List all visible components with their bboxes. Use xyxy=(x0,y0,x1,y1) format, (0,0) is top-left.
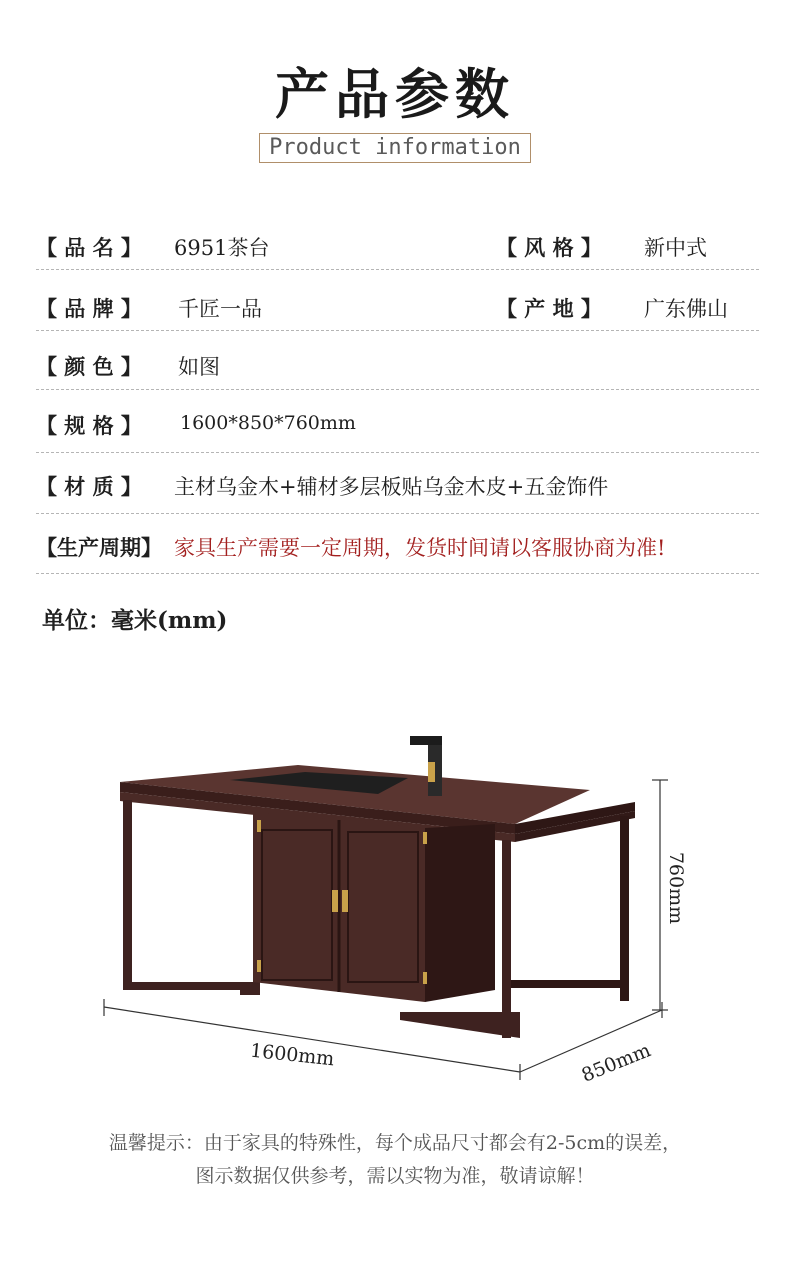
dimension-height: 760mm xyxy=(665,851,688,925)
spec-label-name: 【 品 名 】 xyxy=(36,235,142,260)
spec-value-size: 1600*850*760mm xyxy=(180,412,356,434)
spec-label-material: 【 材 质 】 xyxy=(36,474,142,499)
spec-value-material: 主材乌金木+辅材多层板贴乌金木皮+五金饰件 xyxy=(174,475,609,499)
spec-value-origin: 广东佛山 xyxy=(644,297,728,321)
note-line-1: 温馨提示：由于家具的特殊性，每个成品尺寸都会有2-5cm的误差， xyxy=(108,1132,682,1154)
divider xyxy=(36,389,759,390)
page-subtitle: Product information xyxy=(259,133,531,163)
note-line-2: 图示数据仅供参考，需以实物为准，敬请谅解！ xyxy=(195,1165,595,1187)
divider xyxy=(36,330,759,331)
spec-value-cycle: 家具生产需要一定周期，发货时间请以客服协商为准! xyxy=(174,536,666,560)
spec-label-brand: 【 品 牌 】 xyxy=(36,296,142,321)
spec-label-style: 【 风 格 】 xyxy=(496,235,602,260)
tea-table-illustration xyxy=(90,720,690,1090)
dimension-depth: 850mm xyxy=(578,1039,654,1087)
page-title: 产品参数 xyxy=(275,62,515,126)
spec-value-color: 如图 xyxy=(178,355,220,379)
spec-label-size: 【 规 格 】 xyxy=(36,413,142,438)
divider xyxy=(36,452,759,453)
divider xyxy=(36,513,759,514)
divider xyxy=(36,573,759,574)
divider xyxy=(36,269,759,270)
spec-value-brand: 千匠一品 xyxy=(178,297,262,321)
unit-label: 单位：毫米(mm) xyxy=(42,607,228,634)
spec-value-name: 6951茶台 xyxy=(174,236,270,260)
dimension-width: 1600mm xyxy=(249,1039,336,1071)
spec-label-origin: 【 产 地 】 xyxy=(496,296,602,321)
spec-value-style: 新中式 xyxy=(644,236,707,260)
spec-label-color: 【 颜 色 】 xyxy=(36,354,142,379)
spec-label-cycle: 【生产周期】 xyxy=(36,535,162,560)
